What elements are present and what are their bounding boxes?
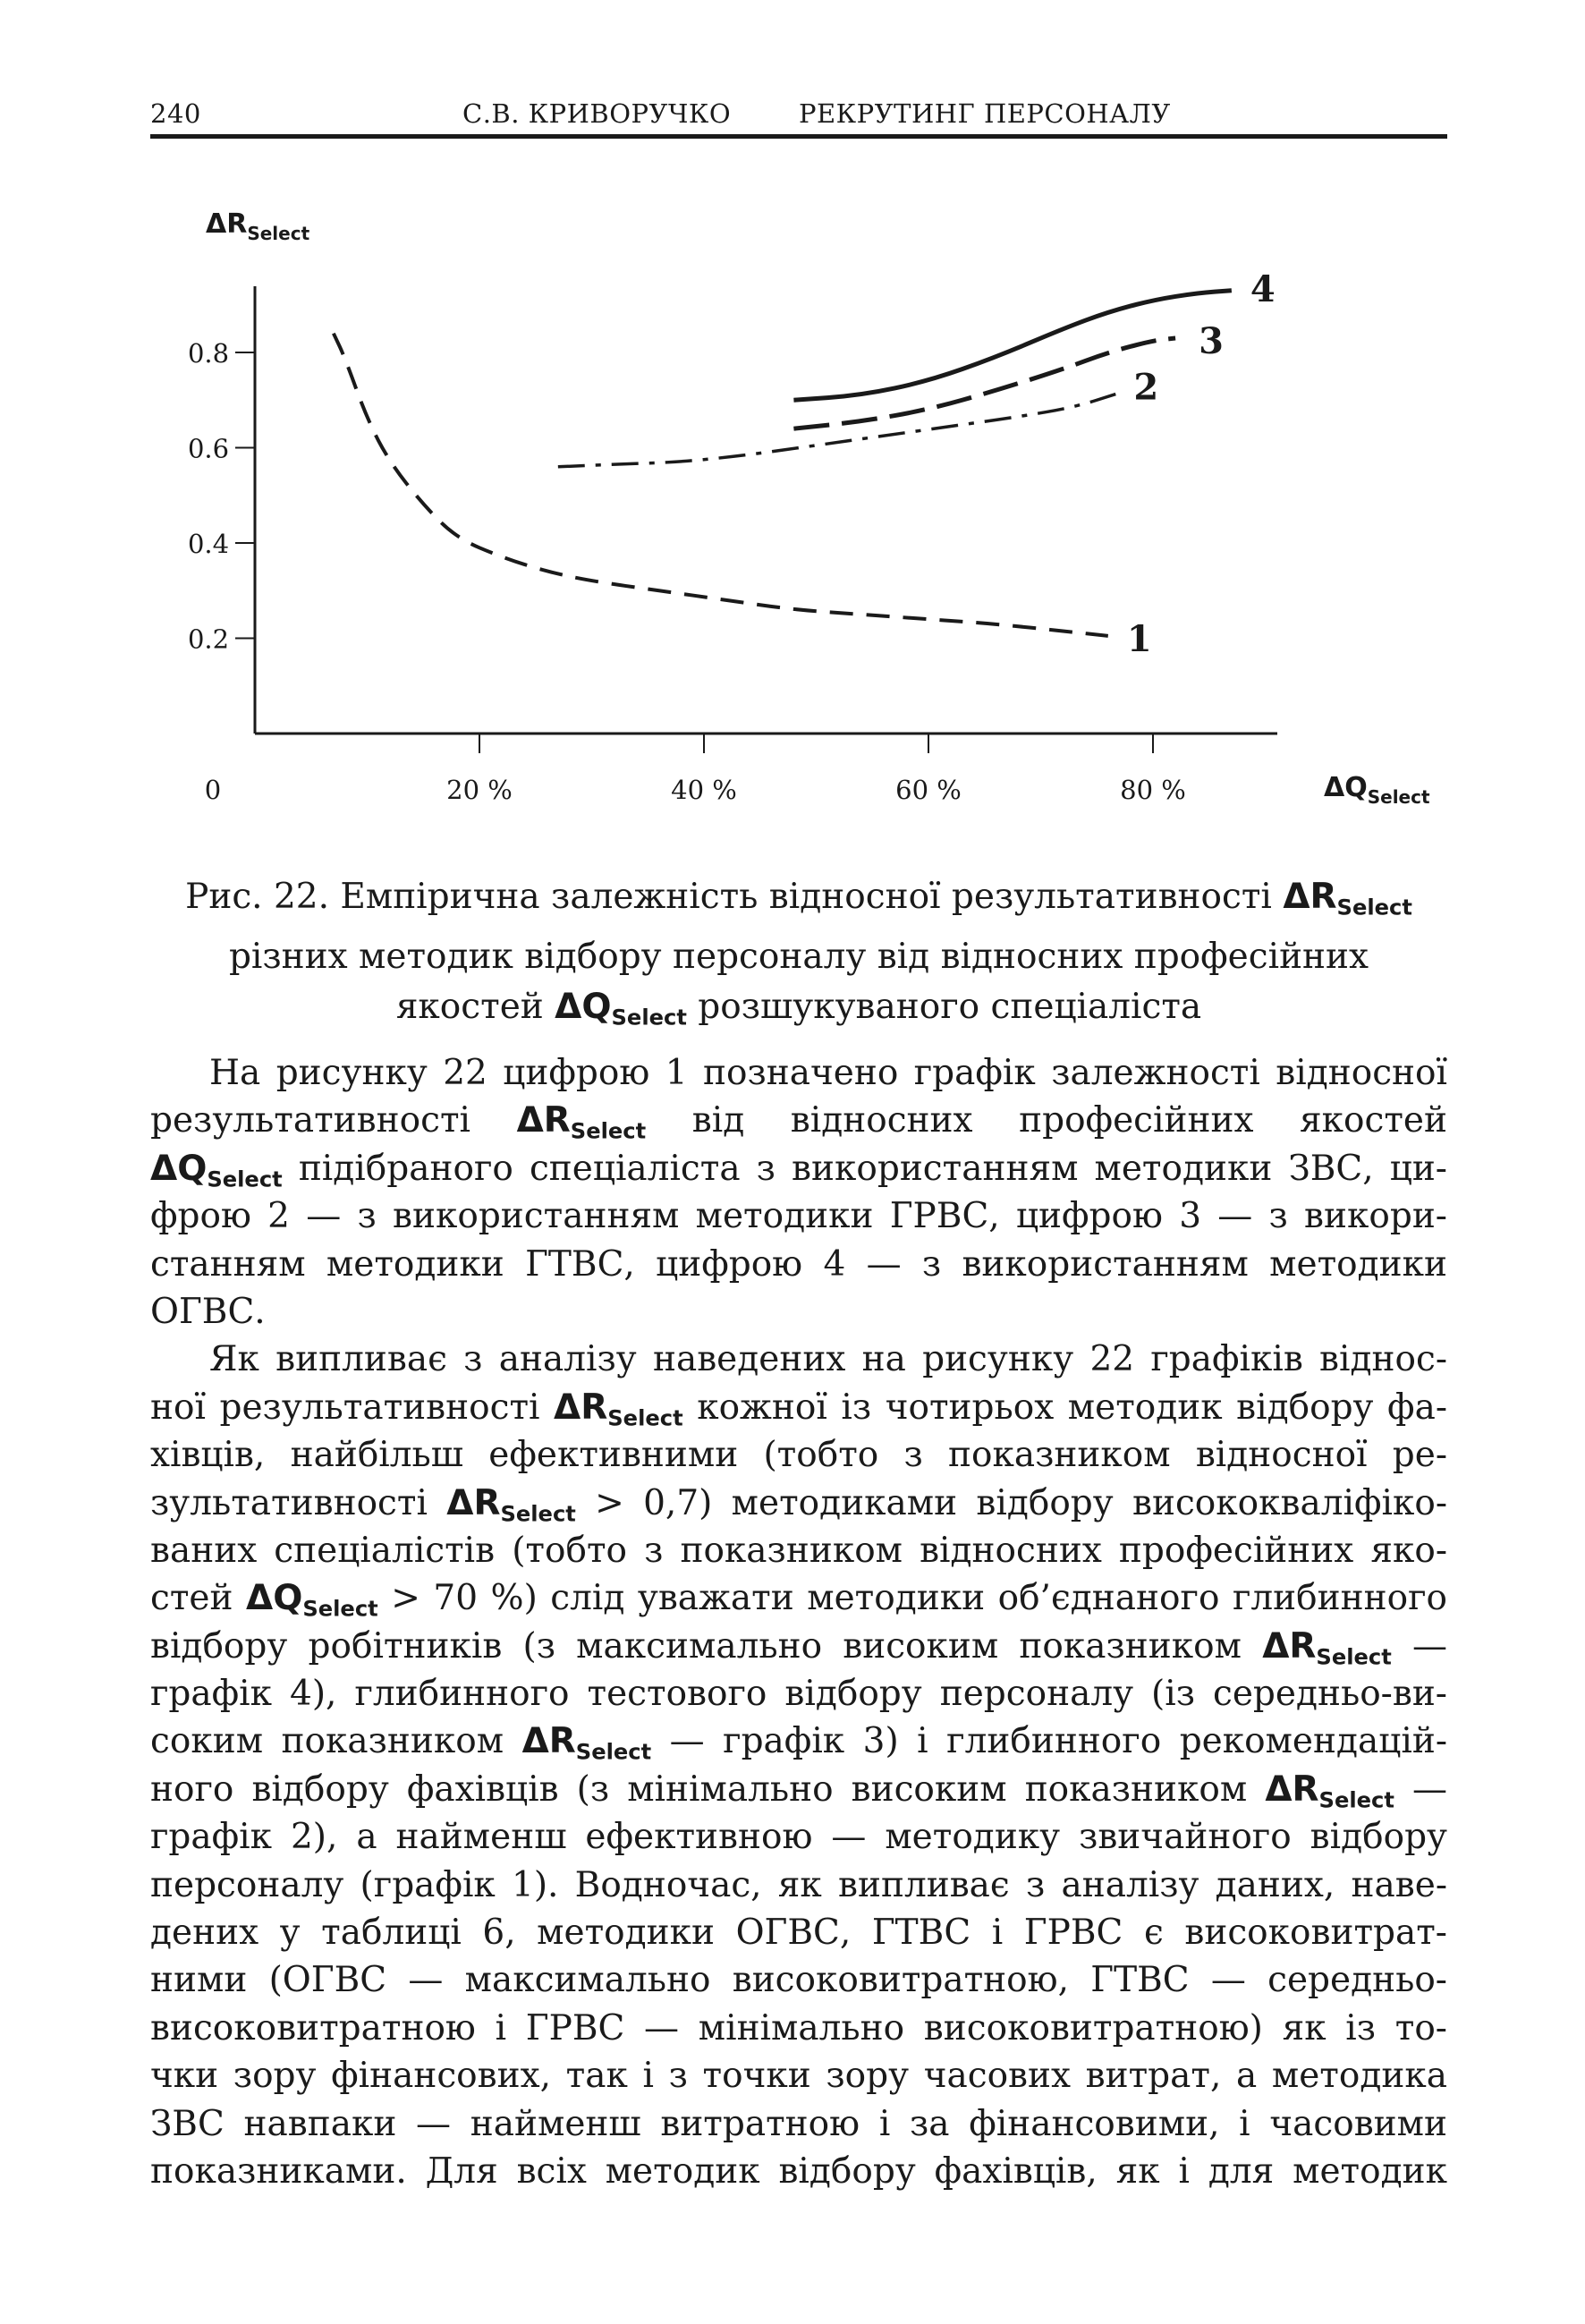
body-line: ЗВС навпаки — найменш витратною і за фінансовими, і часовими (150, 2103, 1447, 2144)
figure-caption (150, 872, 1447, 1043)
body-line: Як випливає з аналізу наведених на рисунку 22 графіків віднос- (209, 1339, 1447, 1380)
body-line: персоналу (графік 1). Водночас, як випливає з аналізу даних, наве- (150, 1864, 1447, 1905)
body-line: $\Delta Q_{Select}$ підібраного спеціаліста з використанням методики ЗВС, ци- (150, 1148, 1447, 1192)
body-text (150, 1049, 1447, 2195)
caption-line-1: Рис. 22. Емпірична залежність відносної результативності $\Delta R_{Select}$ (185, 877, 1412, 920)
y-tick-label: 0.4 (187, 529, 230, 559)
body-line: зультативності $\Delta R_{Select} > 0,7$) методиками відбору висококваліфіко- (150, 1482, 1448, 1526)
series-4-label: 4 (1250, 267, 1276, 310)
header-book-title: РЕКРУТИНГ ПЕРСОНАЛУ (799, 98, 1171, 129)
delta-r-select-symbol: $\Delta R_{Select}$ (1283, 877, 1412, 920)
body-line: ОГВС. (150, 1291, 266, 1332)
body-line: ними (ОГВС — максимально високовитратною, ГТВС — середньо- (150, 1960, 1447, 2001)
body-line: фрою 2 — з використанням методики ГРВС, цифрою 3 — з викори- (150, 1196, 1447, 1237)
body-line: чки зору фінансових, так і з точки зору часових витрат, а методика (150, 2056, 1447, 2097)
body-line: хівців, найбільш ефективними (тобто з показником відносної ре- (150, 1435, 1447, 1476)
y-tick-label: 0.6 (187, 433, 230, 464)
series-1-line (334, 334, 1108, 636)
y-tick-label: 0.8 (187, 338, 230, 369)
body-line: ної результативності $\Delta R_{Select}$ кожної із чотирьох методик відбору фа- (150, 1387, 1448, 1430)
header-rule (150, 134, 1447, 139)
body-line: відбору робітників (з максимально високим показником $\Delta R_{Select}$ — (150, 1625, 1448, 1669)
body-line: високовитратною і ГРВС — мінімально високовитратною) як із то- (150, 2007, 1447, 2048)
body-line: графік 2), а найменш ефективною — методику звичайного відбору (150, 1817, 1447, 1858)
series-3-label: 3 (1199, 320, 1225, 363)
y-axis-label: $\Delta R_{Select}$ (206, 208, 310, 244)
body-line: ваних спеціалістів (тобто з показником відносних професійних яко- (150, 1530, 1447, 1571)
caption-line-3: якостей $\Delta Q_{Select}$ розшукуваного спеціаліста (395, 987, 1202, 1031)
body-line: станням методики ГТВС, цифрою 4 — з використанням методики (150, 1243, 1447, 1285)
caption-line-2: різних методик відбору персоналу від відносних професійних (228, 937, 1369, 978)
body-line: ного відбору фахівців (з мінімально високим показником $\Delta R_{Select}$ — (150, 1768, 1448, 1813)
body-line: показниками. Для всіх методик відбору фахівців, як і для методик (150, 2150, 1447, 2192)
running-header (150, 95, 1447, 134)
body-line: соким показником $\Delta R_{Select}$ — графік 3) і глибинного рекомендацій- (150, 1721, 1447, 1765)
body-line: На рисунку 22 цифрою 1 позначено графік залежності відносної (209, 1053, 1447, 1093)
header-author: С.В. КРИВОРУЧКО (462, 98, 732, 129)
delta-q-select-symbol: $\Delta Q_{Select}$ (555, 987, 687, 1031)
x-tick-label: 40 % (671, 775, 737, 805)
x-tick-label: 60 % (895, 775, 962, 805)
body-line: результативності $\Delta R_{Select}$ від відносних професійних якостей (150, 1100, 1447, 1144)
body-line: дених у таблиці 6, методики ОГВС, ГТВС і ГРВС є високовитрат- (150, 1913, 1447, 1954)
series-3-line (793, 338, 1175, 428)
series-1-label: 1 (1126, 617, 1152, 660)
series-2-label: 2 (1133, 366, 1159, 409)
page-number: 240 (150, 98, 201, 129)
x-origin-label: 0 (204, 775, 222, 805)
x-axis-label: $\Delta Q_{Select}$ (1324, 772, 1430, 808)
series-2-line (558, 393, 1120, 467)
body-line: графік 4), глибинного тестового відбору персоналу (із середньо-ви- (150, 1674, 1447, 1715)
body-line: стей $\Delta Q_{Select} > 70$ %) слід уважати методики об’єднаного глибинного (150, 1578, 1447, 1622)
x-tick-label: 80 % (1120, 775, 1186, 805)
figure-22-chart (134, 188, 1458, 832)
x-tick-label: 20 % (446, 775, 513, 805)
y-tick-label: 0.2 (187, 623, 230, 655)
